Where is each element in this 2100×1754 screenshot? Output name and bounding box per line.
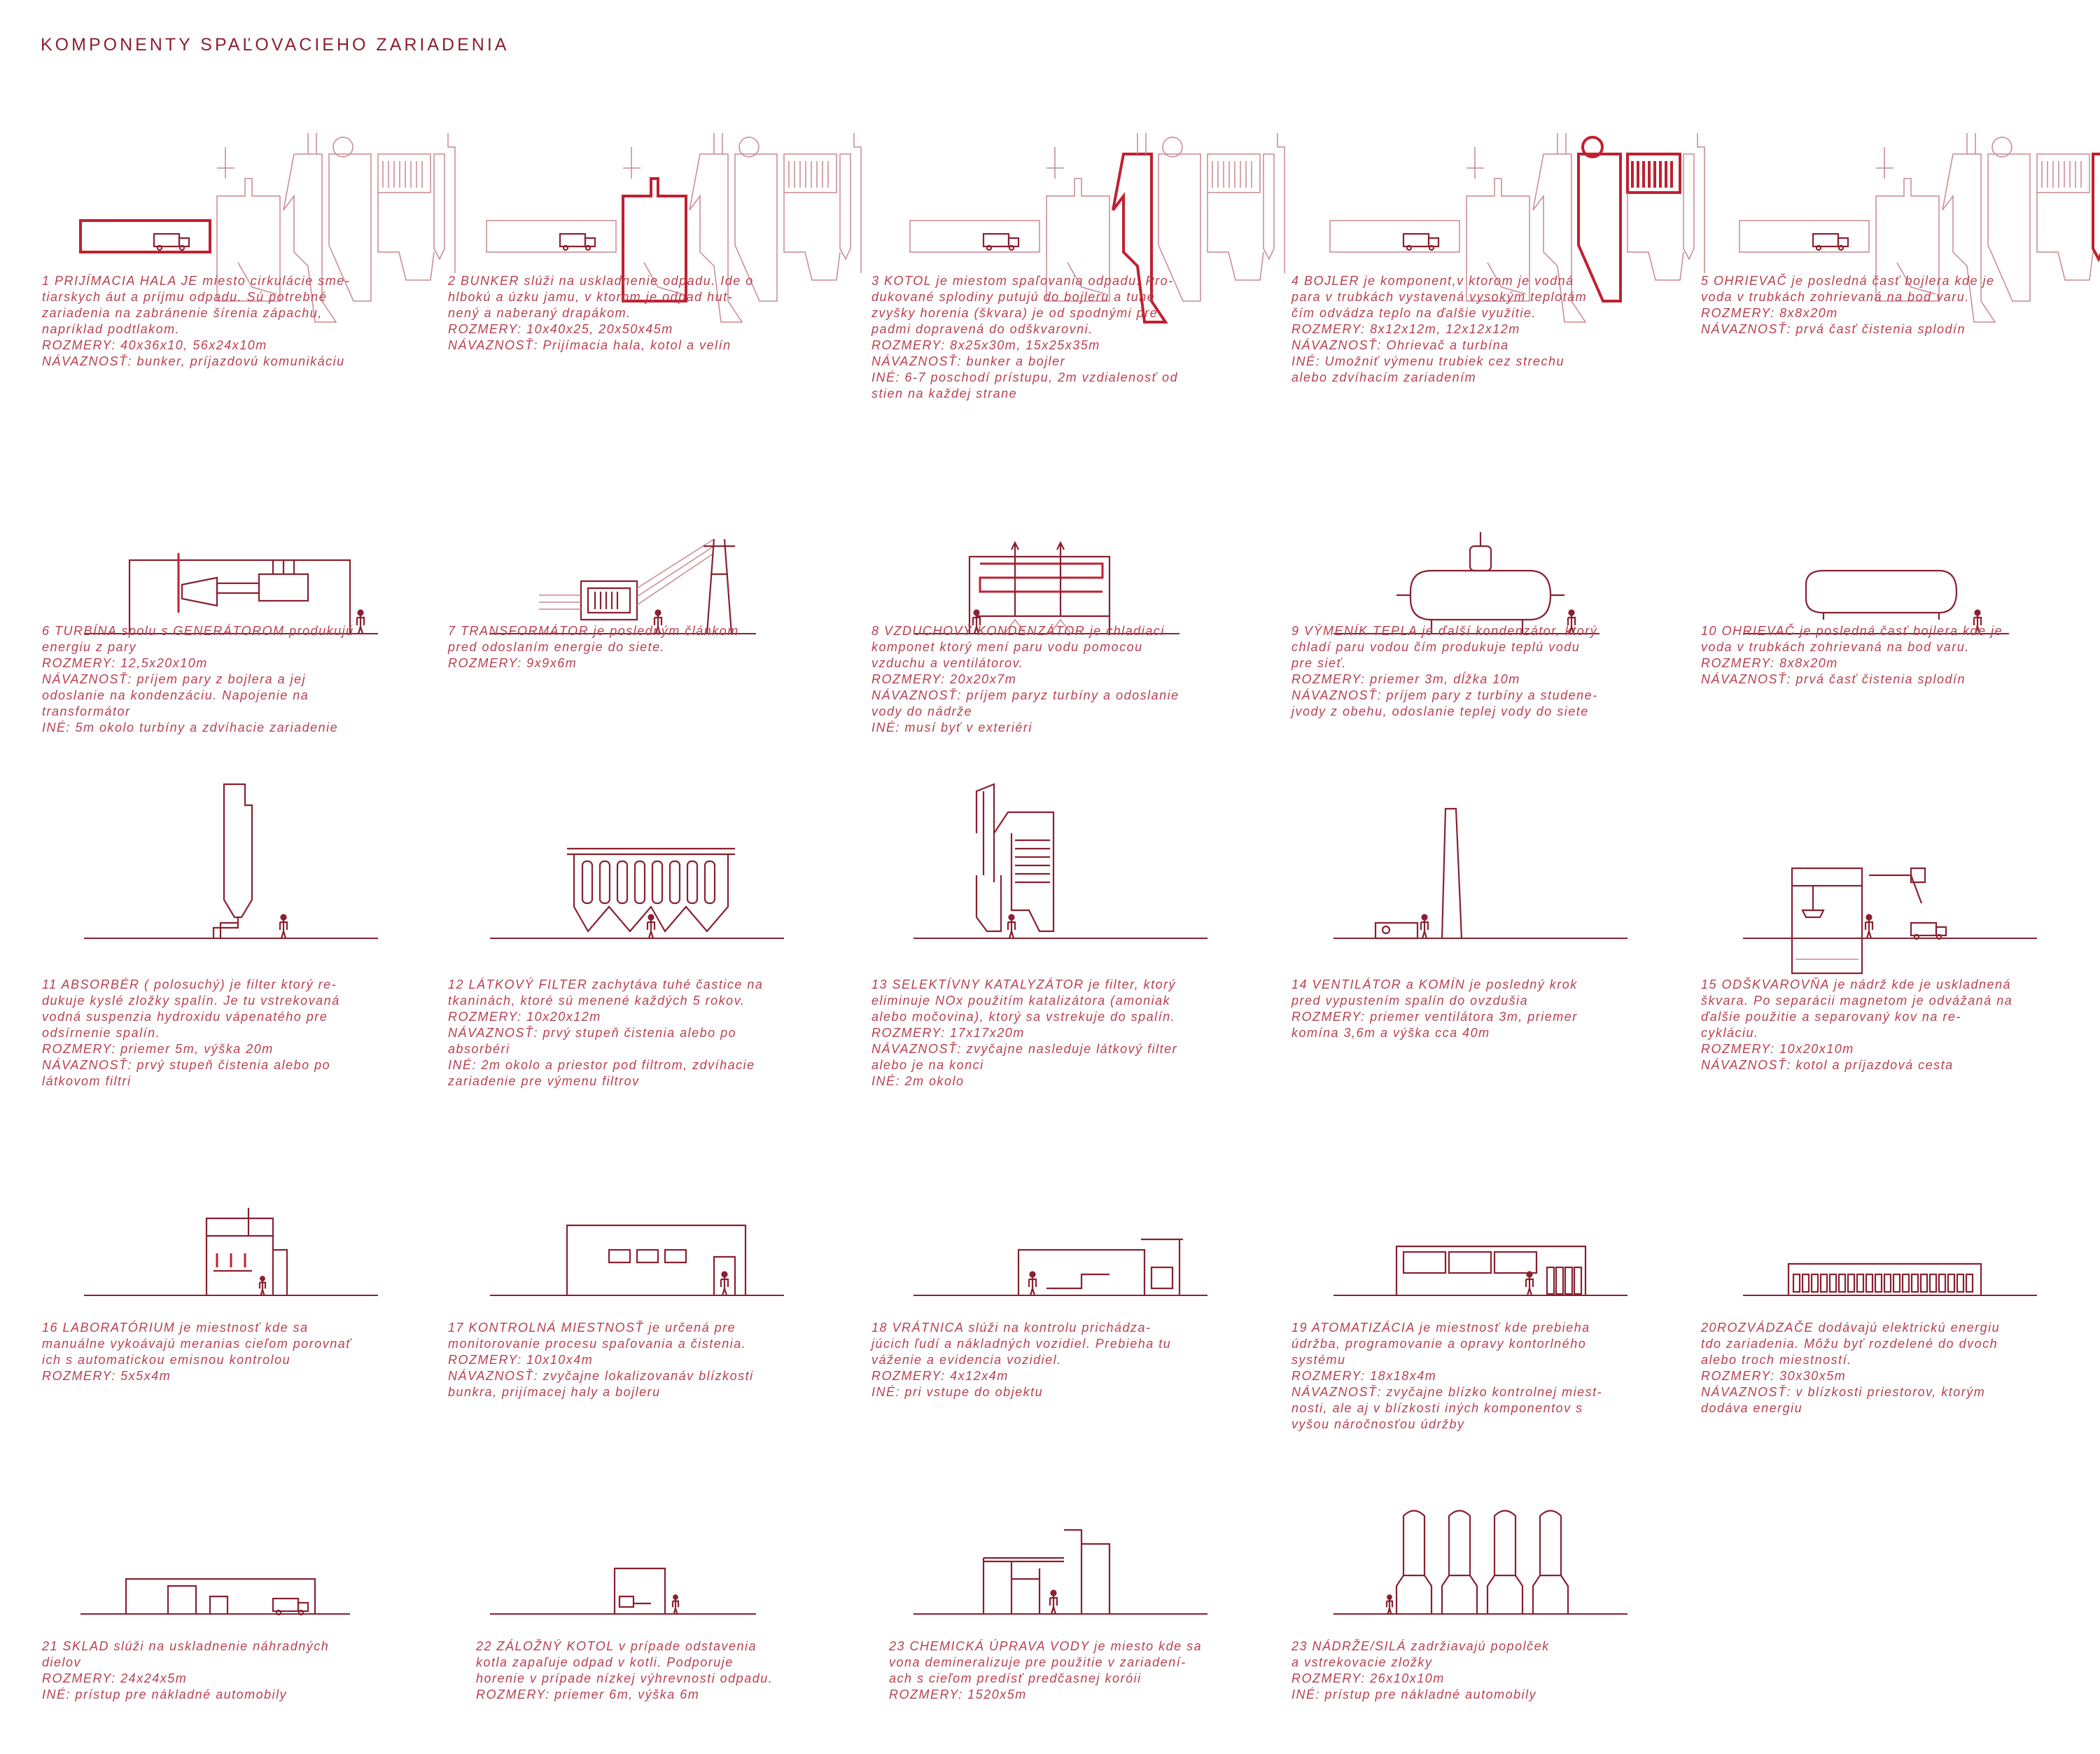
description-line: alebo močovina), ktorý sa vstrekuje do spalín. <box>872 1010 1176 1024</box>
description-line: 13 SELEKTÍVNY KATALYZÁTOR je filter, ktorý <box>872 977 1177 991</box>
description-line: ROZMERY: 12,5x20x10m <box>42 656 208 670</box>
description-line: tiarskych áut a príjmu odpadu. Sú potrebné <box>42 290 328 304</box>
description-line: INÉ: 6-7 poschodí prístupu, 2m vzdialenosť od <box>872 370 1179 384</box>
description-line: pre sieť. <box>1292 656 1347 670</box>
description-line: tdo zariadenia. Môžu byť rozdelené do dvoch <box>1701 1337 1998 1351</box>
description-line: komína 3,6m a výška cca 40m <box>1292 1026 1490 1040</box>
description-line: transformátor <box>42 704 131 718</box>
description-line: ROZMERY: priemer 3m, dĺžka 10m <box>1292 672 1520 686</box>
description-line: INÉ: prístup pre nákladné automobily <box>1292 1687 1537 1701</box>
description-line: INÉ: pri vstupe do objektu <box>872 1385 1044 1399</box>
description-line: INÉ: 5m okolo turbíny a zdvíhacie zariadenie <box>42 721 339 735</box>
person-icon <box>1865 915 1872 939</box>
description-line: 19 ATOMATIZÁCIA je miestnosť kde prebieha <box>1292 1321 1590 1335</box>
illustration-bojler <box>1292 91 1712 301</box>
truck-icon <box>1813 234 1848 250</box>
description-line: INÉ: 2m okolo <box>872 1074 965 1088</box>
description-line: váženie a evidencia vozidiel. <box>872 1353 1062 1367</box>
description-prijimacia-hala <box>42 273 406 370</box>
description-line: komponet ktorý mení paru vodu pomocou <box>872 640 1143 654</box>
description-line: horenie v prípade nízkej výhrevnosti odpadu. <box>476 1671 774 1685</box>
illustration-rozvadzace <box>1701 1127 2100 1337</box>
illustration-turbina <box>42 434 462 644</box>
description-line: vody do nádrže <box>872 704 973 718</box>
description-line: voda v trubkách zohrievaná na bod varu. <box>1701 290 1970 304</box>
description-line: 17 KONTROLNÁ MIESTNOSŤ je určená pre <box>448 1321 736 1335</box>
description-vratnica <box>872 1320 1236 1400</box>
description-line: čím odvádza teplo na ďalšie využitie. <box>1292 306 1536 320</box>
illustration-automatizacia <box>1292 1127 1712 1337</box>
description-line: ROZMERY: 10x20x12m <box>448 1010 601 1024</box>
description-bojler <box>1292 273 1656 386</box>
description-line: padmi dopravená do odškvarovni. <box>872 322 1093 336</box>
truck-icon <box>273 1599 308 1615</box>
description-line: energiu z pary <box>42 640 137 654</box>
description-line: ROZMERY: 17x17x20m <box>872 1026 1025 1040</box>
truck-icon <box>154 234 189 250</box>
description-line: bunkra, prijímacej haly a bojleru <box>448 1385 661 1399</box>
description-nadrze-sila <box>1292 1638 1656 1703</box>
description-line: alebo zdvíhacím zariadením <box>1292 370 1477 384</box>
description-line: ďalšie použitie a separovaný kov na re- <box>1701 1010 1961 1024</box>
description-line: 5 OHRIEVAČ je posledná časť bojlera kde je <box>1701 274 1995 288</box>
description-line: 23 NÁDRŽE/SILÁ zadržiavajú popolček <box>1292 1639 1550 1653</box>
description-line: ROZMERY: 8x12x12m, 12x12x12m <box>1292 322 1520 336</box>
person-icon <box>280 915 287 939</box>
description-vymenik-tepla <box>1292 623 1656 720</box>
description-line: manuálne vykoávajú meranias cieľom porovnať <box>42 1337 352 1351</box>
description-kotol <box>872 273 1236 402</box>
person-icon <box>1050 1591 1057 1615</box>
description-line: ROZMERY: 5x5x4m <box>42 1369 172 1383</box>
illustration-bunker <box>448 91 868 301</box>
description-line: ROZMERY: 18x18x4m <box>1292 1369 1437 1383</box>
person-icon <box>721 1272 728 1296</box>
description-line: voda v trubkách zohrievaná na bod varu. <box>1701 640 1970 654</box>
description-line: vyšou náročnosťou údržby <box>1292 1417 1465 1431</box>
description-line: stien na každej strane <box>872 387 1018 401</box>
description-line: cykláciu. <box>1701 1026 1759 1040</box>
description-rozvadzace <box>1701 1320 2065 1417</box>
truck-icon <box>1404 234 1438 250</box>
illustration-nadrze-sila <box>1292 1439 1712 1649</box>
description-line: ROZMERY: 24x24x5m <box>42 1671 188 1685</box>
description-line: ROZMERY: 1520x5m <box>889 1687 1027 1701</box>
description-line: INÉ: Umožniť výmenu trubiek cez strechu <box>1292 354 1564 368</box>
description-line: ROZMERY: 30x30x5m <box>1701 1369 1847 1383</box>
description-line: NÁVAZNOSŤ: prvá časť čistenia splodín <box>1701 322 1966 336</box>
description-line: 8 VZDUCHOVÝ KONDENZÁTOR je chladiaci <box>872 624 1165 638</box>
illustration-zalozny-kotol <box>448 1439 868 1649</box>
description-line: ach s cieľom predísť predčasnej koróii <box>889 1671 1142 1685</box>
description-vzduchovy-kondenzator <box>872 623 1236 736</box>
description-line: vona demineralizuje pre použitie v zariadení- <box>889 1655 1186 1669</box>
description-line: zariadenie pre výmenu filtrov <box>448 1074 640 1088</box>
description-line: ROZMERY: 10x10x4m <box>448 1353 594 1367</box>
illustration-vymenik-tepla <box>1292 434 1712 644</box>
description-ventilator-komin <box>1292 977 1656 1041</box>
description-line: ich s automatickou emisnou kontrolou <box>42 1353 291 1367</box>
person-icon <box>673 1595 678 1614</box>
illustration-sklad <box>42 1439 462 1649</box>
description-line: alebo troch miestností. <box>1701 1353 1852 1367</box>
description-line: NÁVAZNOSŤ: Ohrievač a turbína <box>1292 338 1509 352</box>
description-line: škvara. Po separácii magnetom je odvážaná na <box>1701 994 2013 1008</box>
description-line: INÉ: musí byť v exteriéri <box>872 721 1032 735</box>
description-turbina <box>42 623 406 736</box>
description-bunker <box>448 273 812 354</box>
illustration-ventilator-komin <box>1292 770 1712 980</box>
description-line: napríklad podtlakom. <box>42 322 181 336</box>
description-line: NÁVAZNOSŤ: prvý stupeň čistenia alebo po <box>42 1058 331 1072</box>
illustration-chemicka-uprava-vody <box>872 1439 1292 1649</box>
description-line: 18 VRÁTNICA slúži na kontrolu prichádza- <box>872 1321 1152 1335</box>
illustration-ohrievac <box>1701 91 2100 301</box>
description-line: júcich ľudí a nákladných vozidiel. Prebieha tu <box>872 1337 1172 1351</box>
description-line: dukuje kyslé zložky spalín. Je tu vstrekovaná <box>42 994 340 1008</box>
description-line: nosti, ale aj v blízkosti iných komponentov s <box>1292 1401 1583 1415</box>
description-line: odoslanie na kondenzáciu. Napojenie na <box>42 688 309 702</box>
page-title: KOMPONENTY SPAĽOVACIEHO ZARIADENIA <box>41 35 510 55</box>
description-line: 1 PRIJÍMACIA HALA JE miesto cirkulácie sme- <box>42 274 351 288</box>
description-line: para v trubkách vystavená vysokým teplotám <box>1292 290 1588 304</box>
illustration-vzduchovy-kondenzator <box>872 434 1292 644</box>
illustration-latkovy-filter <box>448 770 868 980</box>
description-line: eliminuje NOx použitím katalizátora (amoniak <box>872 994 1171 1008</box>
description-line: NÁVAZNOSŤ: zvyčajne blízko kontrolnej miest- <box>1292 1385 1603 1399</box>
person-icon <box>1029 1272 1036 1296</box>
person-icon <box>1421 915 1428 939</box>
illustration-odskvarovna <box>1701 770 2100 980</box>
description-line: ROZMERY: priemer 5m, výška 20m <box>42 1042 274 1056</box>
illustration-vratnica <box>872 1127 1292 1337</box>
person-icon <box>1387 1595 1392 1614</box>
description-ohrievac-2 <box>1701 623 2065 688</box>
description-line: dodáva energiu <box>1701 1401 1803 1415</box>
description-line: látkovom filtri <box>42 1074 132 1088</box>
truck-icon <box>560 234 595 250</box>
description-line: 20ROZVÁDZAČE dodávajú elektrickú energiu <box>1701 1321 2001 1335</box>
description-line: 16 LABORATÓRIUM je miestnosť kde sa <box>42 1321 309 1335</box>
description-line: NÁVAZNOSŤ: zvyčajne nasleduje látkový filter <box>872 1042 1178 1056</box>
description-line: jvody z obehu, odoslanie teplej vody do siete <box>1292 704 1589 718</box>
description-line: 15 ODŠKVAROVŇA je nádrž kde je uskladnená <box>1701 977 2012 991</box>
description-line: 2 BUNKER slúži na uskladnenie odpadu. Ide o <box>448 274 754 288</box>
description-line: 11 ABSORBÉR ( polosuchý) je filter ktorý re- <box>42 977 337 991</box>
description-line: ROZMERY: 8x8x20m <box>1701 306 1838 320</box>
person-icon <box>648 915 654 939</box>
description-line: zariadenia na zabránenie šírenia zápachu, <box>42 306 323 320</box>
truck-icon <box>1911 923 1946 939</box>
description-line: ROZMERY: 20x20x7m <box>872 672 1017 686</box>
description-line: dielov <box>42 1655 82 1669</box>
description-line: pred odoslaním energie do siete. <box>448 640 666 654</box>
illustration-ohrievac-2 <box>1701 434 2100 644</box>
description-line: 12 LÁTKOVÝ FILTER zachytáva tuhé častice na <box>448 977 764 991</box>
description-line: ROZMERY: 10x40x25, 20x50x45m <box>448 322 673 336</box>
description-line: 10 OHRIEVAČ je posledná časť bojlera kde je <box>1701 624 2003 638</box>
description-selektivny-katalyzator <box>872 977 1236 1090</box>
description-line: hlbokú a úzku jamu, v ktorom je odpad hut- <box>448 290 734 304</box>
description-line: a vstrekovacie zložky <box>1292 1655 1433 1669</box>
description-line: 7 TRANSFORMÁTOR je posledným článkom <box>448 624 739 638</box>
description-line: 14 VENTILÁTOR a KOMÍN je posledný krok <box>1292 977 1578 991</box>
illustration-prijimacia-hala <box>42 91 462 301</box>
description-line: NÁVAZNOSŤ: bunker, príjazdovú komunikáciu <box>42 354 345 368</box>
description-line: zvyšky horenia (škvara) je od spodnými pre- <box>872 306 1163 320</box>
description-line: 21 SKLAD slúži na uskladnenie náhradných <box>42 1639 330 1653</box>
description-line: systému <box>1292 1353 1346 1367</box>
description-line: ROZMERY: 40x36x10, 56x24x10m <box>42 338 267 352</box>
description-chemicka-uprava-vody <box>889 1638 1253 1703</box>
description-line: alebo je na konci <box>872 1058 984 1072</box>
description-zalozny-kotol <box>476 1638 840 1703</box>
description-line: odsírnenie spalín. <box>42 1026 161 1040</box>
person-icon <box>260 1276 265 1295</box>
description-line: 6 TURBÍNA spolu s GENERÁTOROM produkujú <box>42 624 354 638</box>
description-latkovy-filter <box>448 977 812 1090</box>
description-ohrievac <box>1701 273 2065 337</box>
description-line: NÁVAZNOSŤ: bunker a bojler <box>872 354 1066 368</box>
description-line: ROZMERY: 10x20x10m <box>1701 1042 1854 1056</box>
description-line: 3 KOTOL je miestom spaľovania odpadu. Pro- <box>872 274 1174 288</box>
truck-icon <box>983 234 1018 250</box>
illustration-absorber <box>42 770 462 980</box>
person-icon <box>1526 1272 1533 1296</box>
description-transformator <box>448 623 812 671</box>
description-line: 9 VÝMENÍK TEPLA je ďalší kondenzátor, ktorý <box>1292 624 1598 638</box>
description-line: tkaninách, ktoré sú menené každých 5 rokov. <box>448 994 746 1008</box>
description-line: ROZMERY: 8x8x20m <box>1701 656 1838 670</box>
description-line: NÁVAZNOSŤ: Prijímacia hala, kotol a velín <box>448 338 732 352</box>
description-sklad <box>42 1638 406 1703</box>
description-line: ROZMERY: priemer ventilátora 3m, priemer <box>1292 1010 1578 1024</box>
description-line: NÁVAZNOSŤ: zvyčajne lokalizovanáv blízkosti <box>448 1369 754 1383</box>
description-line: ROZMERY: 9x9x6m <box>448 656 578 670</box>
description-line: NÁVAZNOSŤ: príjem pary z turbíny a studene- <box>1292 688 1598 702</box>
description-line: vodná suspenzia hydroxidu vápenatého pre <box>42 1010 328 1024</box>
description-odskvarovna <box>1701 977 2065 1073</box>
illustration-kontrolna-miestnost <box>448 1127 868 1337</box>
description-line: INÉ: prístup pre nákladné automobily <box>42 1687 288 1701</box>
description-line: ROZMERY: 4x12x4m <box>872 1369 1009 1383</box>
description-kontrolna-miestnost <box>448 1320 812 1400</box>
description-line: absorbéri <box>448 1042 510 1056</box>
description-line: NÁVAZNOSŤ: príjem pary z bojlera a jej <box>42 672 307 686</box>
description-line: kotla zapaľuje odpad v kotli. Podporuje <box>476 1655 734 1669</box>
description-laboratorium <box>42 1320 406 1384</box>
description-line: NÁVAZNOSŤ: príjem paryz turbíny a odoslanie <box>872 688 1180 702</box>
description-line: ROZMERY: priemer 6m, výška 6m <box>476 1687 700 1701</box>
description-line: NÁVAZNOSŤ: prvá časť čistenia splodín <box>1701 672 1966 686</box>
description-line: monitorovanie procesu spaľovania a čistenia. <box>448 1337 747 1351</box>
description-line: ROZMERY: 8x25x30m, 15x25x35m <box>872 338 1100 352</box>
description-line: nený a naberaný drapákom. <box>448 306 631 320</box>
description-line: pred vypustením spalín do ovzdušia <box>1292 994 1529 1008</box>
description-line: INÉ: 2m okolo a priestor pod filtrom, zdvíhacie <box>448 1058 755 1072</box>
description-line: NÁVAZNOSŤ: kotol a príjazdová cesta <box>1701 1058 1954 1072</box>
description-line: NÁVAZNOSŤ: prvý stupeň čistenia alebo po <box>448 1026 737 1040</box>
description-line: ROZMERY: 26x10x10m <box>1292 1671 1445 1685</box>
description-line: 4 BOJLER je komponent,v ktorom je vodná <box>1292 274 1574 288</box>
description-line: 22 ZÁLOŽNÝ KOTOL v prípade odstavenia <box>476 1639 757 1653</box>
description-line: chladí paru vodou čím produkuje teplú vodu <box>1292 640 1581 654</box>
description-absorber <box>42 977 406 1090</box>
description-line: vzduchu a ventilátorov. <box>872 656 1024 670</box>
illustration-selektivny-katalyzator <box>872 770 1292 980</box>
illustration-laboratorium <box>42 1127 462 1337</box>
description-automatizacia <box>1292 1320 1656 1433</box>
description-line: NÁVAZNOSŤ: v blízkosti priestorov, ktorým <box>1701 1385 1986 1399</box>
description-line: dukované splodiny putujú do bojleru a tuhé <box>872 290 1156 304</box>
description-line: 23 CHEMICKÁ ÚPRAVA VODY je miesto kde sa <box>889 1639 1203 1653</box>
person-icon <box>1008 915 1015 939</box>
illustration-transformator <box>448 434 868 644</box>
description-line: údržba, programovanie a opravy kontorlného <box>1292 1337 1587 1351</box>
illustration-kotol <box>872 91 1292 301</box>
